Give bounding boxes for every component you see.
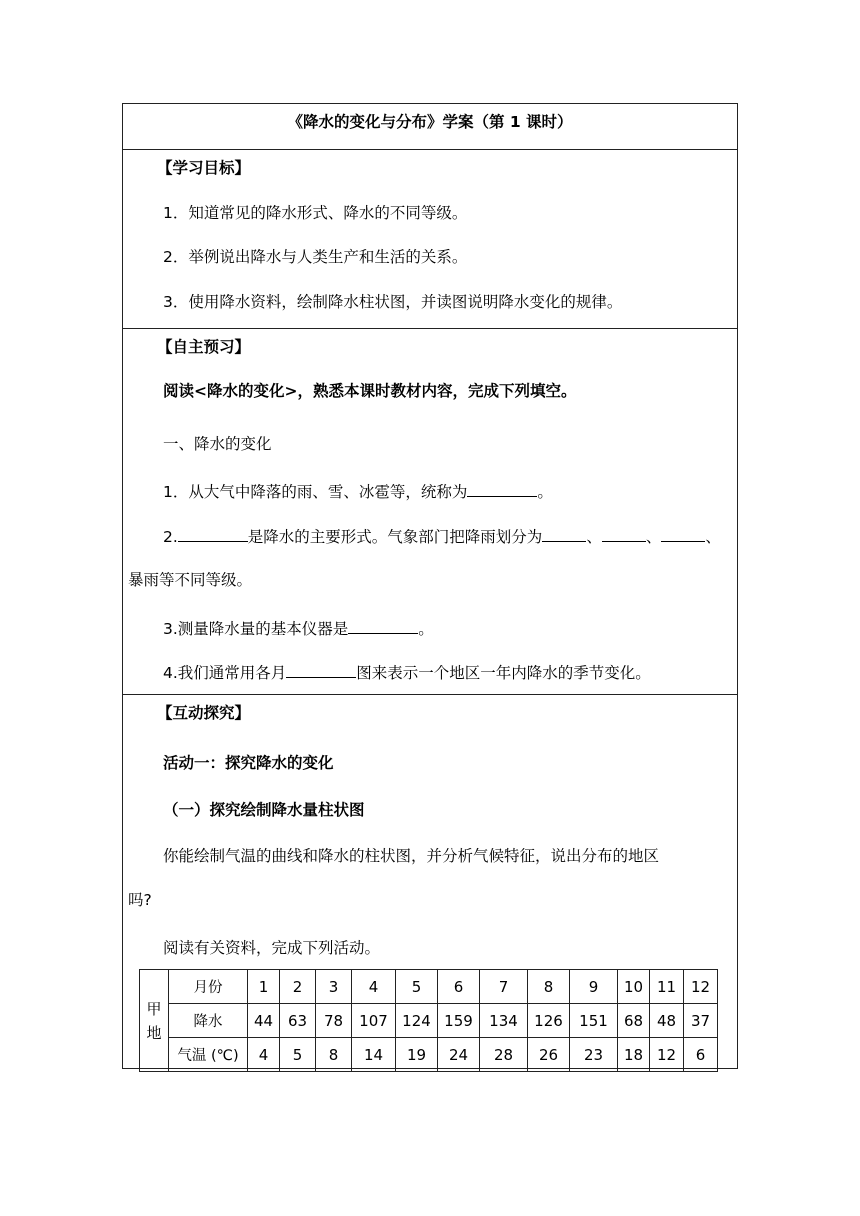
section-heading: 一、降水的变化 [163, 435, 272, 453]
question-text: 3.测量降水量的基本仪器是 [163, 620, 349, 638]
temp-cell: 12 [650, 1038, 684, 1072]
fill-blank[interactable] [467, 481, 537, 497]
month-cell: 2 [280, 970, 316, 1004]
precip-label: 降水 [169, 1004, 248, 1038]
goal-item: 3．使用降水资料，绘制降水柱状图，并读图说明降水变化的规律。 [163, 293, 623, 311]
month-cell: 11 [650, 970, 684, 1004]
preview-instruction: 阅读<降水的变化>，熟悉本课时教材内容，完成下列填空。 [163, 382, 577, 400]
table-row [140, 1004, 718, 1038]
question-text: 图来表示一个地区一年内降水的季节变化。 [356, 664, 651, 682]
month-cell: 4 [352, 970, 396, 1004]
table-row [140, 1038, 718, 1072]
fill-blank[interactable] [542, 526, 586, 542]
month-label: 月份 [169, 970, 248, 1004]
goal-item: 2．举例说出降水与人类生产和生活的关系。 [163, 248, 468, 266]
climate-data-table [139, 969, 718, 1072]
precip-cell: 124 [396, 1004, 438, 1038]
temp-cell: 24 [438, 1038, 480, 1072]
question-text: 4.我们通常用各月 [163, 664, 287, 682]
temp-cell: 14 [352, 1038, 396, 1072]
month-cell: 3 [316, 970, 352, 1004]
question-text: 1．从大气中降落的雨、雪、冰雹等，统称为 [163, 483, 468, 501]
temp-cell: 23 [570, 1038, 618, 1072]
precip-cell: 78 [316, 1004, 352, 1038]
divider [122, 149, 738, 150]
divider [122, 694, 738, 695]
question-1 [163, 481, 553, 502]
read-instruction: 阅读有关资料，完成下列活动。 [163, 939, 381, 957]
activity-subtitle: （一）探究绘制降水量柱状图 [163, 801, 365, 819]
separator: 、 [645, 528, 662, 546]
temp-cell: 18 [618, 1038, 650, 1072]
fill-blank[interactable] [602, 526, 646, 542]
precip-cell: 126 [528, 1004, 570, 1038]
month-cell: 7 [480, 970, 528, 1004]
page-title: 《降水的变化与分布》学案（第 1 课时） [287, 113, 573, 131]
month-cell: 8 [528, 970, 570, 1004]
precip-cell: 159 [438, 1004, 480, 1038]
paragraph-continued: 吗? [128, 891, 152, 909]
month-cell: 5 [396, 970, 438, 1004]
month-cell: 6 [438, 970, 480, 1004]
precip-cell: 68 [618, 1004, 650, 1038]
question-4 [163, 662, 651, 683]
explore-heading: 【互动探究】 [157, 704, 251, 722]
table-row [140, 970, 718, 1004]
question-text: 2. [163, 528, 178, 546]
month-cell: 1 [248, 970, 280, 1004]
temp-label: 气温 (℃) [169, 1038, 248, 1072]
temp-cell: 26 [528, 1038, 570, 1072]
divider [122, 328, 738, 329]
precip-cell: 63 [280, 1004, 316, 1038]
temp-cell: 4 [248, 1038, 280, 1072]
fill-blank[interactable] [348, 618, 418, 634]
preview-heading: 【自主预习】 [157, 338, 251, 356]
fill-blank[interactable] [661, 526, 705, 542]
precip-cell: 44 [248, 1004, 280, 1038]
question-3 [163, 618, 434, 639]
month-cell: 10 [618, 970, 650, 1004]
goals-heading: 【学习目标】 [157, 159, 251, 177]
precip-cell: 134 [480, 1004, 528, 1038]
precip-cell: 151 [570, 1004, 618, 1038]
temp-cell: 5 [280, 1038, 316, 1072]
question-text: 是降水的主要形式。气象部门把降雨划分为 [247, 528, 543, 546]
temp-cell: 8 [316, 1038, 352, 1072]
question-text: 。 [537, 483, 553, 501]
activity-title: 活动一：探究降水的变化 [163, 754, 334, 772]
temp-cell: 28 [480, 1038, 528, 1072]
precip-cell: 48 [650, 1004, 684, 1038]
question-text: 。 [418, 620, 434, 638]
temp-cell: 19 [396, 1038, 438, 1072]
month-cell: 12 [684, 970, 718, 1004]
paragraph: 你能绘制气温的曲线和降水的柱状图，并分析气候特征，说出分布的地区 [163, 847, 660, 865]
place-label: 甲地 [140, 970, 169, 1072]
precip-cell: 37 [684, 1004, 718, 1038]
temp-cell: 6 [684, 1038, 718, 1072]
fill-blank[interactable] [286, 662, 356, 678]
month-cell: 9 [570, 970, 618, 1004]
question-2 [163, 526, 721, 547]
fill-blank[interactable] [178, 526, 248, 542]
goal-item: 1．知道常见的降水形式、降水的不同等级。 [163, 204, 468, 222]
question-2-continued: 暴雨等不同等级。 [128, 571, 253, 589]
separator: 、 [705, 528, 721, 546]
precip-cell: 107 [352, 1004, 396, 1038]
separator: 、 [586, 528, 602, 546]
